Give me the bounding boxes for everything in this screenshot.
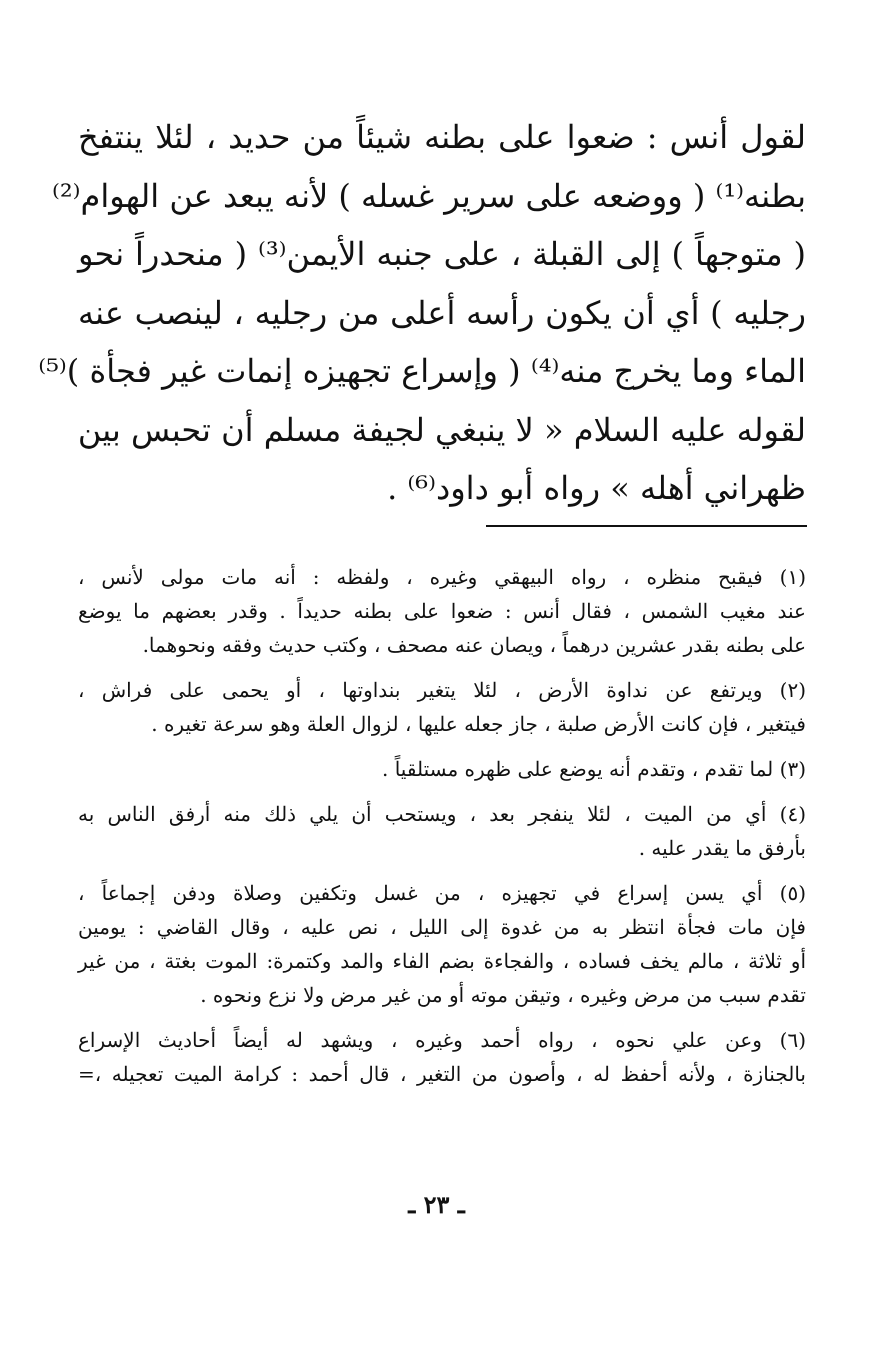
footnote-2 bbox=[78, 673, 806, 741]
main-text-line: الماء وما يخرج منه⁽⁴⁾ ( وإسراع تجهيزه إنمات غير فجأة )⁽⁵⁾ bbox=[38, 352, 806, 390]
footnote-line: بالجنازة ، ولأنه أحفظ له ، وأصون من التغير ، قال أحمد : كرامة الميت تعجيله ،= bbox=[78, 1062, 806, 1086]
footnote-line: (٣) لما تقدم ، وتقدم أنه يوضع على ظهره مستلقياً . bbox=[382, 757, 806, 781]
main-text-line: رجليه ) أي أن يكون رأسه أعلى من رجليه ، لينصب عنه bbox=[78, 293, 806, 332]
footnote-line: (٦) وعن علي نحوه ، رواه أحمد وغيره ، ويشهد له أيضاً أحاديث الإسراع bbox=[78, 1028, 806, 1052]
page-number: ـ ٢٣ ـ bbox=[408, 1190, 465, 1219]
footnote-1 bbox=[78, 560, 806, 662]
footnote-line: تقدم سبب من مرض وغيره ، وتيقن موته أو من غير مرض ولا نزع ونحوه . bbox=[200, 983, 806, 1007]
main-text-line: ( متوجهاً ) إلى القبلة ، على جنبه الأيمن⁽³⁾ ( منحدراً نحو bbox=[78, 235, 806, 273]
footnote-line: (٥) أي يسن إسراع في تجهيزه ، من غسل وتكفين وصلاة ودفن إجماعاً ، bbox=[78, 881, 806, 905]
main-text-line: لقوله عليه السلام « لا ينبغي لجيفة مسلم أن تحبس بين bbox=[77, 410, 806, 449]
footnote-line: (٢) ويرتفع عن نداوة الأرض ، لئلا يتغير بنداوتها ، أو يحمى على فراش ، bbox=[78, 678, 806, 702]
footnote-line: على بطنه بقدر عشرين درهماً ، ويصان عنه مصحف ، وكتب حديث وفقه ونحوهما. bbox=[142, 633, 806, 657]
footnote-line: بأرفق ما يقدر عليه . bbox=[638, 836, 806, 860]
footnote-line: (٤) أي من الميت ، لئلا ينفجر بعد ، ويستحب أن يلي ذلك منه أرفق الناس به bbox=[78, 802, 806, 826]
footnote-line: (١) فيقبح منظره ، رواه البيهقي وغيره ، ولفظه : أنه مات مولى لأنس ، bbox=[78, 565, 806, 589]
footnote-divider bbox=[486, 525, 807, 527]
main-text-block bbox=[38, 108, 806, 518]
footnote-5 bbox=[78, 876, 806, 1012]
footnote-4 bbox=[78, 797, 806, 865]
footnote-3 bbox=[78, 752, 806, 786]
footnote-line: أو ثلاثة ، مالم يخف فساده ، والفجاءة بضم الفاء والمد وكتمرة: الموت بغتة ، من غير bbox=[78, 949, 806, 973]
footnote-line: عند مغيب الشمس ، فقال أنس : ضعوا على بطنه حديداً . وقدر بعضهم ما يوضع bbox=[78, 599, 806, 623]
main-text-line: لقول أنس : ضعوا على بطنه شيئاً من حديد ، لئلا ينتفخ bbox=[78, 118, 806, 156]
footnote-line: فيتغير ، فإن كانت الأرض صلبة ، جاز جعله عليها ، لزوال العلة وهو سرعة تغيره . bbox=[151, 712, 806, 736]
footnote-6 bbox=[78, 1023, 806, 1091]
footnote-line: فإن مات فجأة انتظر به من غدوة إلى الليل ، نص عليه ، وقال القاضي : يومين bbox=[78, 915, 806, 939]
footnotes-block bbox=[78, 560, 806, 1102]
main-text-line: بطنه⁽¹⁾ ( ووضعه على سرير غسله ) لأنه يبعد عن الهوام⁽²⁾ bbox=[51, 176, 806, 215]
main-text-line: ظهراني أهله » رواه أبو داود⁽⁶⁾ . bbox=[387, 469, 806, 507]
